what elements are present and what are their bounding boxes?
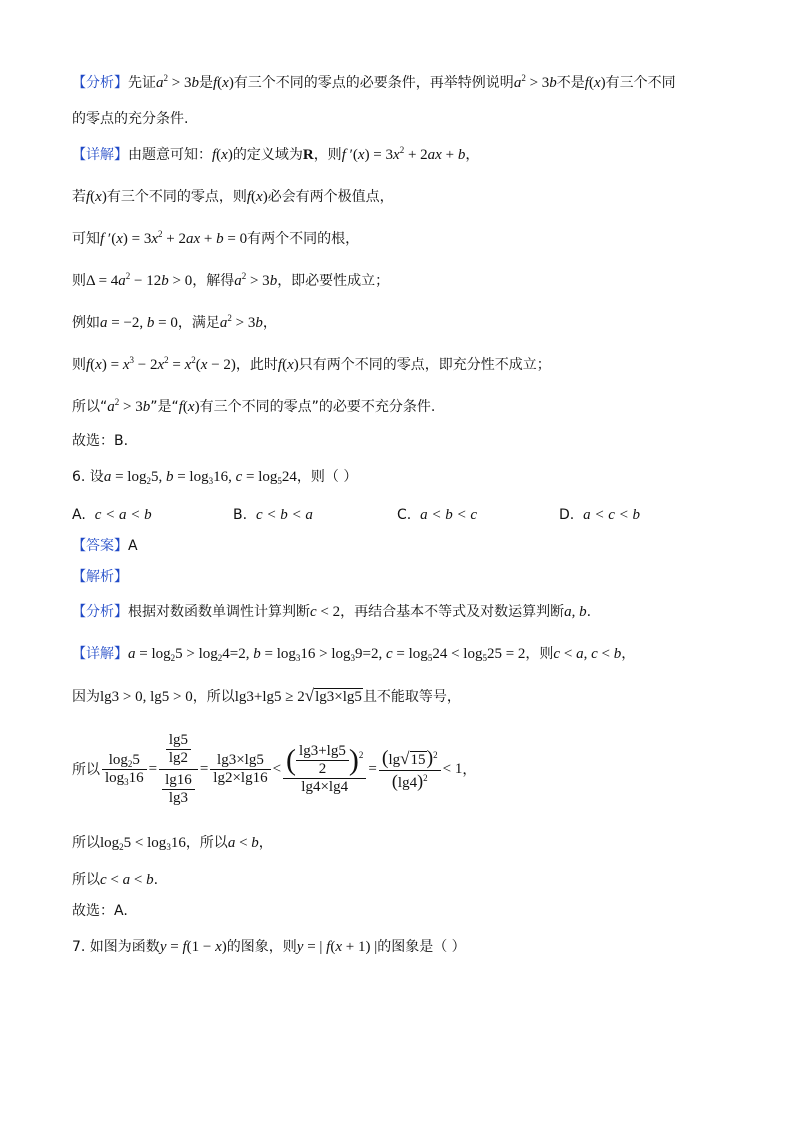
q5-choose: 故选：B. (72, 433, 129, 449)
q6-analysis: 【分析】根据对数函数单调性计算判断c < 2，再结合基本不等式及对数运算判断a, b. (72, 604, 592, 620)
q6-options (72, 506, 712, 526)
jiexi-tag: 【解析】 (72, 569, 128, 585)
q6-detail: 【详解】$a = \log_25 > \log_24=2$, $b = \log_316 > \log_39=2$, $c = \log_524 < \log_525 = 2$，则c < a, c < b， (72, 646, 636, 663)
q5-detail-line-3: 可知f $'(x) = 3x^2 + 2ax + b = 0$有两个不同的根， (72, 229, 360, 247)
q6-stem: 6. 设$a = \log_25$, $b = \log_316$, $c = \log_524$，则（ ） (72, 469, 358, 486)
q6-jiexi (72, 568, 128, 586)
q6-fraction-formula: 所以 $\frac{\log_25}{\log_316}$ = $\frac{\frac{\lg 5}{\lg 2}}{\frac{\lg 16}{\lg 3}}$ = $\frac{\lg 3\times\lg 5}{\lg 2\times\lg 16}$ < ( $\frac{\lg 3+\lg 5}{2}$ )$^2$ lg4×lg4 = $\frac{(\lg√15)^2}{(\lg 4)^2}$ < 1 ， (72, 731, 477, 806)
q5-detail-line-1: 【详解】由题意可知：f(x)的定义域为R，则f $'(x) = 3x^2 + 2ax + b$， (72, 145, 480, 163)
q5-detail-line-2: 若f(x)有三个不同的零点，则f(x)必会有两个极值点， (72, 189, 394, 205)
option-a[interactable]: A. c < a < b (72, 507, 152, 523)
analysis-tag: 【分析】 (72, 75, 128, 91)
q5-detail-line-5: 例如a = −2, b = 0，满足$a^2 > 3b$， (72, 313, 277, 331)
q5-analysis-line-1: 【分析】先证$a^2 > 3b$是f(x)有三个不同的零点的必要条件，再举特例说明$a^2 > 3b$不是f(x)有三个不同 (72, 73, 676, 91)
answer-tag: 【答案】 (72, 538, 128, 554)
detail-tag: 【详解】 (72, 147, 128, 163)
math: $a^2 > 3b$ (156, 73, 199, 91)
q6-because: 因为lg3 > 0, lg5 > 0，所以lg3+lg5 ≥ 2√lg3×lg5且不能取等号， (72, 686, 461, 705)
option-b[interactable]: B. c < b < a (233, 507, 313, 523)
q6-choose: 故选：A. (72, 903, 128, 919)
q6-so-2: 所以$\log_25 < \log_316$，所以a < b， (72, 835, 273, 852)
option-d[interactable]: D. a < c < b (559, 507, 641, 523)
q5-detail-line-7: 所以“$a^2 > 3b$”是“f(x)有三个不同的零点”的必要不充分条件. (72, 397, 436, 415)
q5-detail-line-4: 则$\Delta = 4a^2 - 12b > 0$，解得$a^2 > 3b$，即必要性成立； (72, 271, 390, 289)
option-c[interactable]: C. a < b < c (397, 507, 478, 523)
q5-analysis-line-2: 的零点的充分条件. (72, 111, 189, 127)
q5-detail-line-6: 则$f(x) = x^3 - 2x^2 = x^2(x - 2)$，此时f(x)只有两个不同的零点，即充分性不成立； (72, 355, 551, 373)
q7-stem: 7. 如图为函数y = f(1 − x)的图象，则y = | f(x + 1) |的图象是（ ） (72, 939, 466, 955)
q6-so-3: 所以c < a < b. (72, 872, 159, 888)
q6-answer: 【答案】A (72, 538, 138, 554)
